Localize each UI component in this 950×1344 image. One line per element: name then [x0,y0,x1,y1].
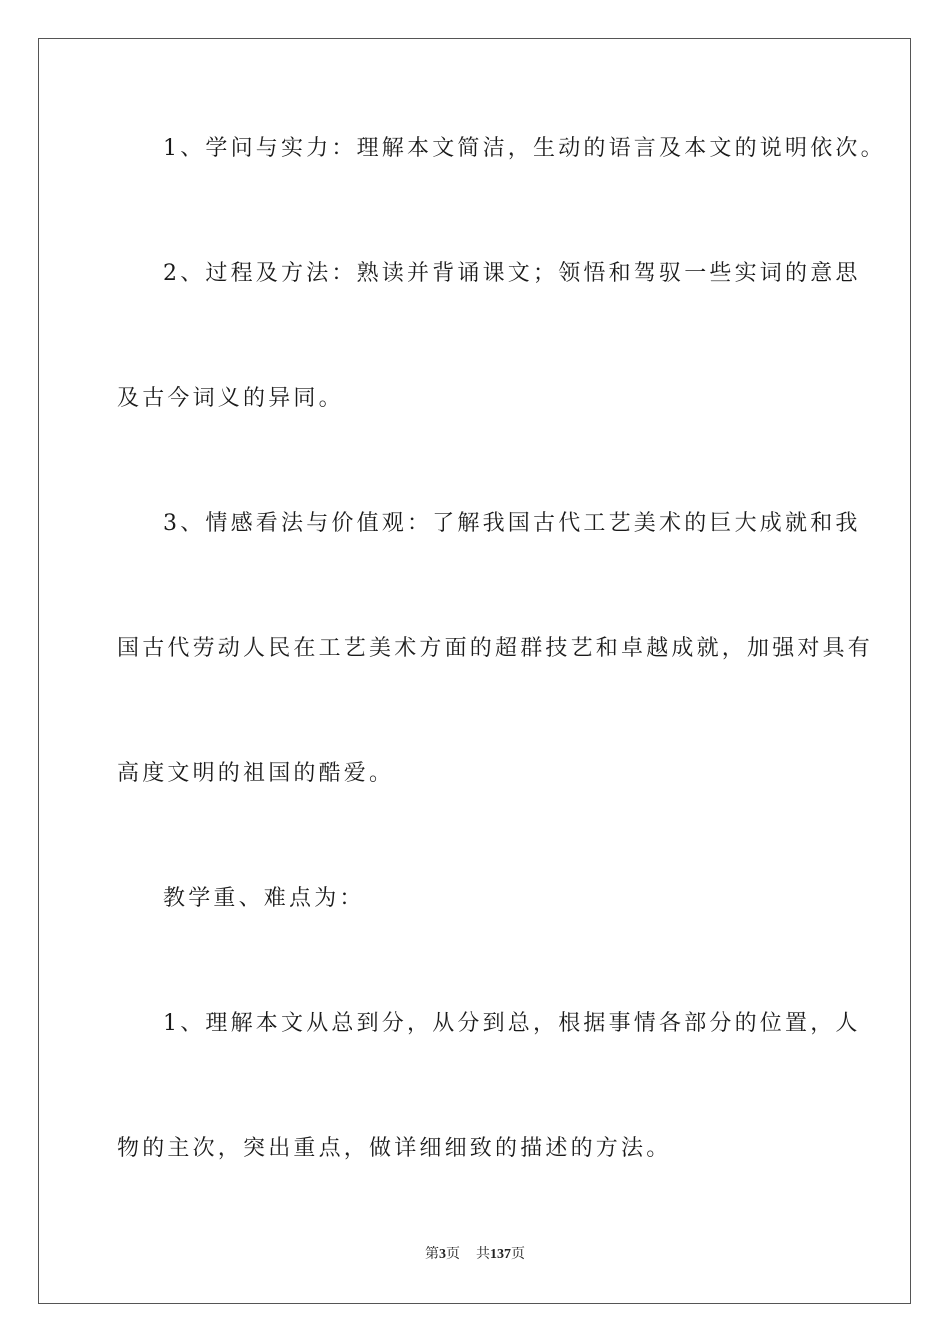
paragraph-line: 1、学问与实力：理解本文简洁，生动的语言及本文的说明依次。 [163,136,886,161]
total-pages: 137 [490,1247,511,1262]
page-number: 3 [439,1247,446,1262]
paragraph-line: 高度文明的祖国的酷爱。 [117,761,395,786]
page-frame [38,38,911,1304]
total-prefix: 共 [476,1247,490,1262]
section-heading: 教学重、难点为： [163,886,365,911]
paragraph-line: 物的主次，突出重点，做详细细致的描述的方法。 [117,1136,672,1161]
paragraph-line: 国古代劳动人民在工艺美术方面的超群技艺和卓越成就，加强对具有 [117,636,874,661]
page-prefix: 第 [425,1247,439,1262]
paragraph-line: 3、情感看法与价值观：了解我国古代工艺美术的巨大成就和我 [163,511,861,536]
total-suffix: 页 [511,1247,525,1262]
paragraph-line: 及古今词义的异同。 [117,386,344,411]
page-suffix: 页 [446,1247,460,1262]
paragraph-line: 1、理解本文从总到分，从分到总，根据事情各部分的位置，人 [163,1011,861,1036]
paragraph-line: 2、过程及方法：熟读并背诵课文；领悟和驾驭一些实词的意思 [163,261,861,286]
page-footer [0,1246,950,1264]
